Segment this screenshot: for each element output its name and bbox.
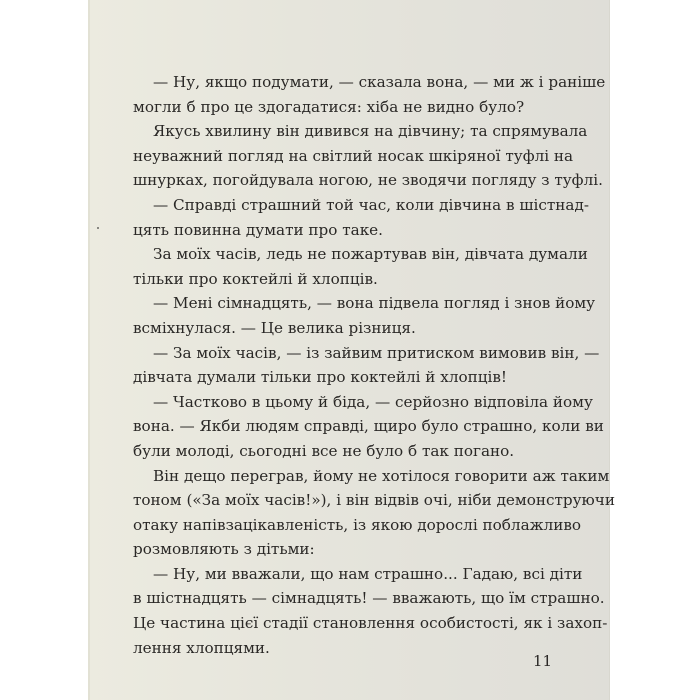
text-line: — Мені сімнадцять, — вона підвела погляд і знов йому bbox=[153, 294, 596, 313]
page-body-text bbox=[133, 70, 615, 660]
text-line: лення хлопцями. bbox=[133, 638, 270, 657]
text-line: — Ну, ми вважали, що нам страшно... Гадаю, всі діти bbox=[153, 564, 583, 583]
text-line: в шістнадцять — сімнадцять! — вважають, що їм страшно. bbox=[133, 589, 605, 608]
paragraph-7 bbox=[133, 390, 604, 464]
paragraph-9 bbox=[133, 562, 608, 660]
page-number: 11 bbox=[533, 652, 553, 670]
paragraph-2 bbox=[133, 119, 603, 193]
paragraph-5 bbox=[133, 291, 596, 340]
text-line: цять повинна думати про таке. bbox=[133, 220, 384, 239]
paragraph-8 bbox=[133, 464, 615, 562]
text-line: вона. — Якби людям справді, щиро було страшно, коли ви bbox=[133, 417, 604, 436]
paragraph-1 bbox=[133, 70, 606, 119]
book-page bbox=[88, 0, 615, 700]
paragraph-4 bbox=[133, 242, 588, 291]
page-speck bbox=[97, 227, 99, 229]
text-line: — За моїх часів, — із зайвим притиском вимовив він, — bbox=[153, 343, 600, 362]
text-line: Якусь хвилину він дивився на дівчину; та спрямувала bbox=[153, 122, 588, 141]
text-line: отаку напівзацікавленість, із якою дорослі поблажливо bbox=[133, 515, 582, 534]
text-line: всміхнулася. — Це велика різниця. bbox=[133, 318, 416, 337]
text-line: шнурках, погойдувала ногою, не зводячи погляду з туфлі. bbox=[133, 171, 603, 190]
text-line: — Справді страшний той час, коли дівчина в шістнад- bbox=[153, 195, 589, 214]
paragraph-6 bbox=[133, 341, 600, 390]
text-line: тоном («За моїх часів!»), і він відвів очі, ніби демонструючи bbox=[133, 491, 615, 510]
text-line: розмовляють з дітьми: bbox=[133, 540, 315, 559]
text-line: За моїх часів, ледь не пожартував він, дівчата думали bbox=[153, 245, 588, 264]
text-line: — Ну, якщо подумати, — сказала вона, — ми ж і раніше bbox=[153, 73, 606, 91]
text-line: дівчата думали тільки про коктейлі й хлопців! bbox=[133, 368, 508, 387]
text-line: тільки про коктейлі й хлопців. bbox=[133, 269, 378, 288]
paragraph-3 bbox=[133, 193, 589, 242]
text-line: були молоді, сьогодні все не було б так погано. bbox=[133, 441, 515, 460]
text-line: могли б про це здогадатися: хіба не видно було? bbox=[133, 97, 525, 116]
text-line: Це частина цієї стадії становлення особистості, як і захоп- bbox=[133, 614, 608, 633]
text-line: — Частково в цьому й біда, — серйозно відповіла йому bbox=[153, 392, 593, 411]
text-line: Він дещо переграв, йому не хотілося говорити аж таким bbox=[153, 466, 610, 485]
text-line: неуважний погляд на світлий носак шкіряної туфлі на bbox=[133, 146, 574, 165]
